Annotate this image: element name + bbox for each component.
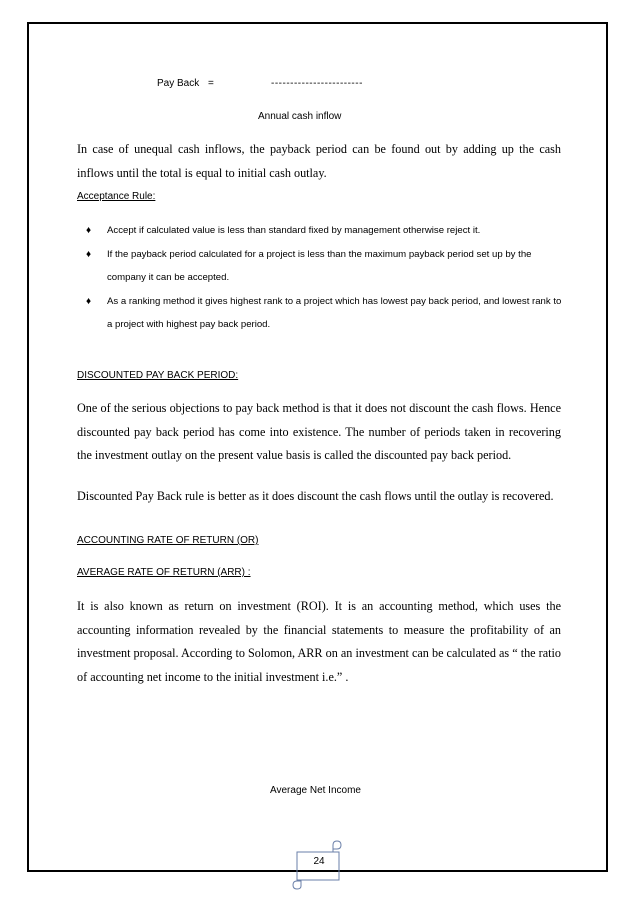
- acceptance-rule-text: Accept if calculated value is less than standard fixed by management otherwise reject it.: [107, 225, 481, 236]
- arr-paragraph: It is also known as return on investment (ROI). It is an accounting method, which uses the accounting information revealed by the financial statements to measure the profitability of an investment proposal. According to Solomon, ARR on an investment can be calculated as “ the ratio of accounting net income to the initial investment i.e.” .: [77, 599, 561, 684]
- diamond-bullet-icon: ♦: [86, 295, 92, 307]
- acceptance-rule-heading: Acceptance Rule:: [77, 191, 156, 202]
- diamond-bullet-icon: ♦: [86, 248, 92, 260]
- acceptance-rule-list: [86, 219, 568, 337]
- discounted-payback-paragraph: One of the serious objections to pay back method is that it does not discount the cash flows. Hence discounted pay back period has come into existence. The number of periods taken in recovering the investment outlay on the present value basis is called the discounted pay back period.: [77, 401, 561, 462]
- arr-formula-numerator: Average Net Income: [270, 785, 361, 796]
- acceptance-rule-text: As a ranking method it gives highest rank to a project which has lowest pay back period, and lowest rank to a project with highest pay back period.: [107, 295, 562, 330]
- discounted-payback-heading: DISCOUNTED PAY BACK PERIOD:: [77, 370, 239, 381]
- payback-formula-fraction-line: ------------------------: [271, 78, 363, 89]
- page-number: 24: [313, 856, 325, 867]
- acceptance-rule-text: If the payback period calculated for a project is less than the maximum payback period set up by the company it can be accepted.: [107, 248, 532, 283]
- diamond-bullet-icon: ♦: [86, 225, 92, 236]
- payback-formula-equals: =: [208, 78, 214, 89]
- list-item: [86, 243, 568, 290]
- average-rate-heading: AVERAGE RATE OF RETURN (ARR) :: [77, 567, 251, 578]
- discounted-payback-rule-paragraph: Discounted Pay Back rule is better as it does discount the cash flows until the outlay is recovered.: [77, 489, 554, 503]
- payback-formula-denominator: Annual cash inflow: [258, 111, 342, 122]
- list-item: [86, 290, 568, 337]
- accounting-rate-heading: ACCOUNTING RATE OF RETURN (OR): [77, 535, 259, 546]
- intro-paragraph: In case of unequal cash inflows, the payback period can be found out by adding up the cash inflows until the total is equal to initial cash outlay.: [77, 142, 561, 180]
- list-item: [86, 219, 568, 243]
- payback-formula-label: Pay Back: [157, 78, 200, 89]
